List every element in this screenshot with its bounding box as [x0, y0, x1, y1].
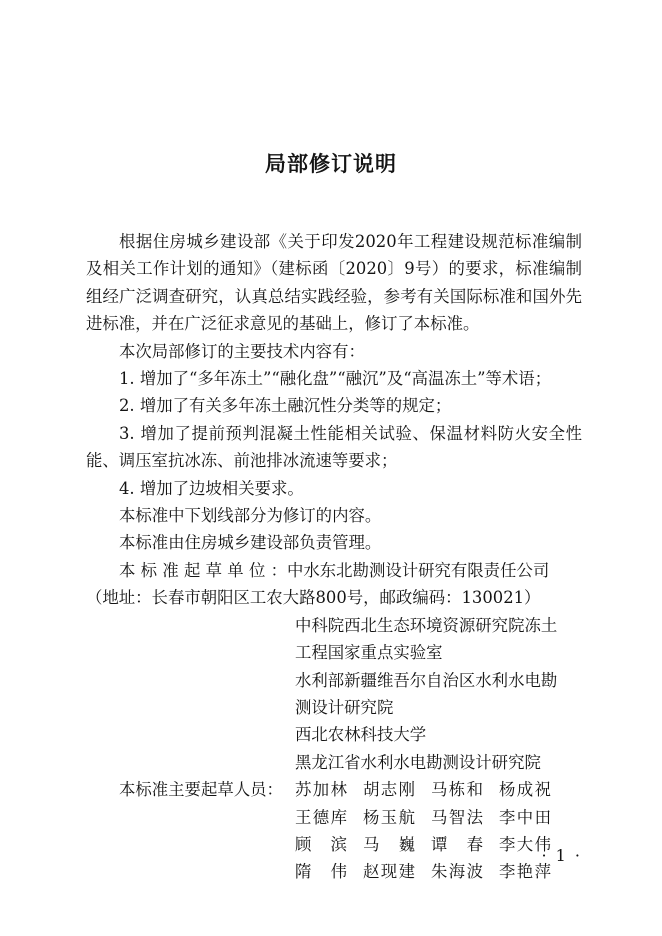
- drafter-name: 隋伟: [295, 862, 347, 882]
- drafter-name: 杨玉航: [363, 807, 415, 827]
- drafter-name: 苏加林: [295, 780, 347, 800]
- drafter-name: 赵现建: [363, 862, 415, 882]
- paragraph-revision-intro: 本次局部修订的主要技术内容有：: [119, 341, 365, 361]
- document-body: [86, 228, 582, 886]
- revision-item-3: 3. 增加了提前预判混凝土性能相关试验、保温材料防火安全性能、调压室抗冰冻、前池排冰流速等要求；: [86, 423, 582, 471]
- drafter-name: 马巍: [363, 834, 415, 854]
- drafting-unit-line: 西北农林科技大学: [295, 725, 427, 745]
- paragraph-underline-note: 本标准中下划线部分为修订的内容。: [119, 506, 382, 526]
- paragraph-management: 本标准由住房城乡建设部负责管理。: [119, 533, 382, 553]
- drafter-name: 马智法: [431, 807, 483, 827]
- drafter-name: 朱海波: [431, 862, 483, 882]
- drafting-unit-primary: 中水东北勘测设计研究有限责任公司: [287, 560, 550, 580]
- drafting-unit-line: 工程国家重点实验室: [295, 643, 443, 663]
- revision-item-1: 1. 增加了“多年冻土”“融化盘”“融沉”及“高温冻土”等术语；: [119, 369, 552, 389]
- drafter-name: 李艳萍: [499, 862, 551, 882]
- drafting-unit-line: 水利部新疆维吾尔自治区水利水电勘: [295, 670, 558, 690]
- revision-item-2: 2. 增加了有关多年冻土融沉性分类等的规定；: [119, 396, 452, 416]
- drafter-name: 马栋和: [431, 780, 483, 800]
- drafter-name: 谭春: [431, 834, 483, 854]
- drafters-block: [86, 776, 582, 886]
- drafter-name: 李中田: [499, 807, 551, 827]
- drafting-units-row: [86, 557, 582, 584]
- drafters-label: 本标准主要起草人员：: [119, 780, 283, 800]
- drafting-units-label: 本标准起草单位：: [119, 560, 287, 580]
- revision-item-4: 4. 增加了边坡相关要求。: [119, 478, 304, 498]
- drafter-name: 胡志刚: [363, 780, 415, 800]
- drafter-name: 王德库: [295, 807, 347, 827]
- drafting-unit-line: 黑龙江省水利水电勘测设计研究院: [295, 752, 541, 772]
- drafting-unit-line: 测设计研究院: [295, 697, 394, 717]
- drafter-name: 顾滨: [295, 834, 347, 854]
- paragraph-background: 根据住房城乡建设部《关于印发2020年工程建设规范标准编制及相关工作计划的通知》（建标函〔2020〕9号）的要求，标准编制组经广泛调查研究，认真总结实践经验，参考有关国际标准和国外先进标准，并在广泛征求意见的基础上，修订了本标准。: [86, 232, 582, 334]
- drafting-unit-line: 中科院西北生态环境资源研究院冻土: [295, 615, 558, 635]
- page-title: 局部修订说明: [265, 152, 397, 176]
- drafting-unit-address: （地址：长春市朝阳区工农大路800号，邮政编码：130021）: [86, 588, 541, 608]
- drafter-name: 李大伟: [499, 834, 551, 854]
- page-number: · 1 ·: [541, 846, 582, 865]
- drafters-grid: [295, 776, 567, 886]
- drafting-units-list: [295, 612, 582, 776]
- drafter-name: 杨成祝: [499, 780, 551, 800]
